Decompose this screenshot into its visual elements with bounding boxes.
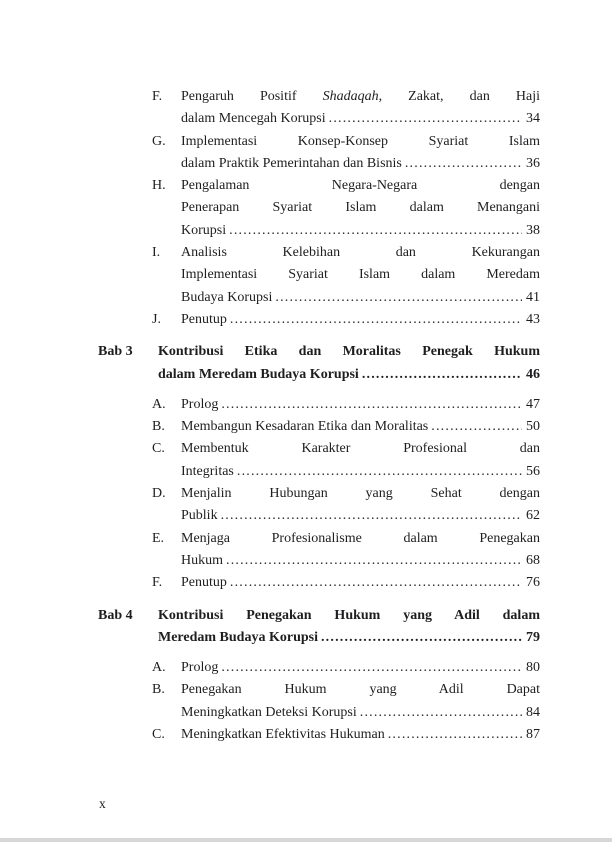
toc-page-number: 41: [526, 289, 540, 305]
toc-text-segment: Budaya Korupsi: [181, 289, 273, 305]
toc-item-letter: B.: [152, 682, 165, 698]
toc-text-segment: Menjalin Hubungan yang Sehat dengan: [181, 486, 540, 502]
toc-item-entry: [98, 679, 540, 724]
toc-line: [181, 220, 540, 242]
toc-chapter-label: Bab 4: [98, 607, 133, 623]
toc-line: [181, 572, 540, 594]
toc-text-segment: Kontribusi Penegakan Hukum yang Adil dalam: [158, 607, 540, 623]
toc-line: [158, 364, 540, 386]
toc-text-segment: Meningkatkan Deteksi Korupsi: [181, 704, 357, 720]
toc-line: [181, 528, 540, 550]
toc-line-text: [181, 702, 357, 724]
toc-line-text: [181, 531, 540, 546]
toc-text-segment: Analisis Kelebihan dan Kekurangan: [181, 245, 540, 261]
toc-chapter-entry: [98, 605, 540, 650]
toc-item-letter: C.: [152, 727, 165, 743]
toc-line: [158, 605, 540, 627]
toc-text-segment: Implementasi Konsep-Konsep Syariat Islam: [181, 133, 540, 149]
toc-text-segment: Pengaruh Positif: [181, 89, 323, 104]
toc-text-segment: Membangun Kesadaran Etika dan Moralitas: [181, 419, 429, 435]
toc-line: [181, 483, 540, 505]
toc-text-segment: Prolog: [181, 396, 219, 412]
toc-page-number: 38: [526, 222, 540, 238]
toc-line-text: [181, 486, 540, 501]
toc-line-text: [158, 627, 318, 649]
toc-item-letter: I.: [152, 245, 161, 261]
dot-leader: [221, 657, 522, 679]
dot-leader: [321, 627, 522, 649]
toc-entry-content: [181, 394, 540, 416]
toc-line-text: [181, 267, 540, 282]
toc-line-text: [181, 153, 402, 175]
toc-line: [181, 657, 540, 679]
toc-item-entry: [98, 175, 540, 242]
toc-entry-content: [181, 528, 540, 573]
toc-line: [181, 309, 540, 331]
toc-entry-content: [158, 605, 540, 650]
toc-entry-content: [181, 483, 540, 528]
toc-line-text: [181, 178, 540, 193]
page-bottom-edge: [0, 838, 612, 842]
toc-page-number: 62: [526, 508, 540, 524]
toc-item-letter: C.: [152, 441, 165, 457]
toc-text-segment: dalam Mencegah Korupsi: [181, 111, 326, 127]
toc-page-number: 43: [526, 311, 540, 327]
toc-text-segment: Penutup: [181, 311, 227, 327]
dot-leader: [360, 702, 522, 724]
toc-item-letter: F.: [152, 575, 163, 591]
toc-item-entry: [98, 657, 540, 679]
toc-entry-content: [181, 438, 540, 483]
toc-text-segment: Implementasi Syariat Islam dalam Meredam: [181, 267, 540, 283]
dot-leader: [221, 394, 522, 416]
toc-item-letter: A.: [152, 660, 166, 676]
toc-line: [181, 86, 540, 108]
toc-line-text: [181, 505, 218, 527]
toc-item-entry: [98, 416, 540, 438]
toc-item-letter: F.: [152, 89, 163, 104]
toc-item-entry: [98, 131, 540, 176]
toc-entry-content: [181, 572, 540, 594]
toc-entry-content: [181, 416, 540, 438]
toc-list: [98, 86, 540, 746]
toc-text-segment: Penutup: [181, 575, 227, 591]
toc-entry-content: [181, 175, 540, 242]
dot-leader: [362, 364, 522, 386]
toc-line: [181, 153, 540, 175]
toc-item-entry: [98, 309, 540, 331]
toc-page-number: 47: [526, 396, 540, 412]
toc-text-segment: Meredam Budaya Korupsi: [158, 629, 318, 645]
toc-line-text: [181, 550, 223, 572]
toc-line-text: [181, 220, 226, 242]
toc-line-text: [181, 287, 272, 309]
toc-item-entry: [98, 572, 540, 594]
toc-entry-content: [181, 657, 540, 679]
toc-line: [181, 108, 540, 130]
toc-item-letter: A.: [152, 396, 166, 412]
toc-page-number: 84: [526, 704, 540, 720]
toc-page-number: 34: [526, 111, 540, 127]
toc-item-letter: G.: [152, 133, 166, 149]
toc-page-number: 76: [526, 575, 540, 591]
dot-leader: [388, 724, 522, 746]
toc-line: [181, 287, 540, 309]
toc-line-text: [181, 200, 540, 215]
dot-leader: [230, 572, 522, 594]
dot-leader: [230, 309, 522, 331]
toc-text-segment: dalam Praktik Pemerintahan dan Bisnis: [181, 155, 402, 171]
toc-item-letter: D.: [152, 486, 166, 502]
toc-line: [181, 264, 540, 286]
toc-item-entry: [98, 528, 540, 573]
toc-item-entry: [98, 242, 540, 309]
toc-entry-content: [181, 86, 540, 131]
dot-leader: [275, 287, 522, 309]
dot-leader: [221, 505, 522, 527]
toc-item-entry: [98, 394, 540, 416]
toc-italic-text: Shadaqah: [322, 89, 379, 104]
page-folio-number: x: [99, 796, 106, 811]
toc-text-segment: Membentuk Karakter Profesional dan: [181, 441, 540, 457]
toc-page-number: 68: [526, 552, 540, 568]
dot-leader: [329, 108, 522, 130]
toc-item-letter: J.: [152, 311, 161, 327]
toc-text-segment: Hukum: [181, 552, 223, 568]
toc-line: [181, 242, 540, 264]
toc-line: [181, 702, 540, 724]
toc-chapter-entry: [98, 341, 540, 386]
toc-line: [158, 341, 540, 363]
toc-line-text: [181, 682, 540, 697]
toc-text-segment: Meningkatkan Efektivitas Hukuman: [181, 727, 385, 743]
toc-chapter-label: Bab 3: [98, 344, 133, 360]
toc-line: [181, 416, 540, 438]
toc-line: [181, 679, 540, 701]
toc-item-letter: E.: [152, 530, 165, 546]
toc-entry-content: [181, 309, 540, 331]
toc-line-text: [158, 608, 540, 623]
toc-entry-content: [181, 242, 540, 309]
toc-line-text: [181, 245, 540, 260]
toc-line-text: [158, 344, 540, 359]
toc-line-text: [181, 394, 218, 416]
dot-leader: [431, 416, 522, 438]
toc-line: [181, 550, 540, 572]
toc-line-text: [158, 364, 359, 386]
toc-text-segment: Prolog: [181, 660, 219, 676]
toc-page-number: 50: [526, 419, 540, 435]
toc-text-segment: , Zakat, dan Haji: [378, 89, 540, 104]
toc-text-segment: Pengalaman Negara-Negara dengan: [181, 178, 540, 194]
toc-line-text: [181, 309, 227, 331]
toc-text-segment: Korupsi: [181, 222, 227, 238]
toc-page-number: 56: [526, 463, 540, 479]
toc-item-entry: [98, 483, 540, 528]
toc-line-text: [181, 416, 428, 438]
toc-line: [181, 394, 540, 416]
toc-line: [181, 505, 540, 527]
toc-line: [181, 131, 540, 153]
toc-entry-content: [181, 724, 540, 746]
toc-item-entry: [98, 86, 540, 131]
dot-leader: [405, 153, 522, 175]
toc-line: [181, 175, 540, 197]
toc-text-segment: Publik: [181, 508, 218, 524]
toc-line: [158, 627, 540, 649]
toc-line-text: [181, 441, 540, 456]
toc-page-number: 80: [526, 660, 540, 676]
toc-text-segment: Menjaga Profesionalisme dalam Penegakan: [181, 530, 540, 546]
toc-line-text: [181, 134, 540, 149]
toc-page-number: 79: [526, 629, 540, 645]
toc-line-text: [181, 108, 326, 130]
toc-text-segment: Kontribusi Etika dan Moralitas Penegak Hukum: [158, 344, 540, 360]
toc-entry-content: [181, 131, 540, 176]
toc-text-segment: dalam Meredam Budaya Korupsi: [158, 366, 359, 382]
toc-page-number: 87: [526, 727, 540, 743]
toc-line: [181, 724, 540, 746]
toc-line: [181, 197, 540, 219]
dot-leader: [237, 461, 522, 483]
toc-entry-content: [158, 341, 540, 386]
toc-line-text: [181, 461, 234, 483]
toc-line-text: [181, 724, 385, 746]
toc-text-segment: Penerapan Syariat Islam dalam Menangani: [181, 200, 540, 216]
toc-page-number: 36: [526, 155, 540, 171]
toc-page-number: 46: [526, 366, 540, 382]
toc-item-entry: [98, 438, 540, 483]
toc-line: [181, 438, 540, 460]
toc-line: [181, 461, 540, 483]
toc-text-segment: Penegakan Hukum yang Adil Dapat: [181, 682, 540, 698]
toc-line-text: [181, 657, 218, 679]
toc-text-segment: Integritas: [181, 463, 234, 479]
toc-item-letter: H.: [152, 178, 166, 194]
toc-item-entry: [98, 724, 540, 746]
dot-leader: [229, 220, 522, 242]
toc-line-text: [181, 572, 227, 594]
toc-entry-content: [181, 679, 540, 724]
toc-item-letter: B.: [152, 419, 165, 435]
dot-leader: [226, 550, 522, 572]
toc-line-text: [181, 89, 540, 104]
